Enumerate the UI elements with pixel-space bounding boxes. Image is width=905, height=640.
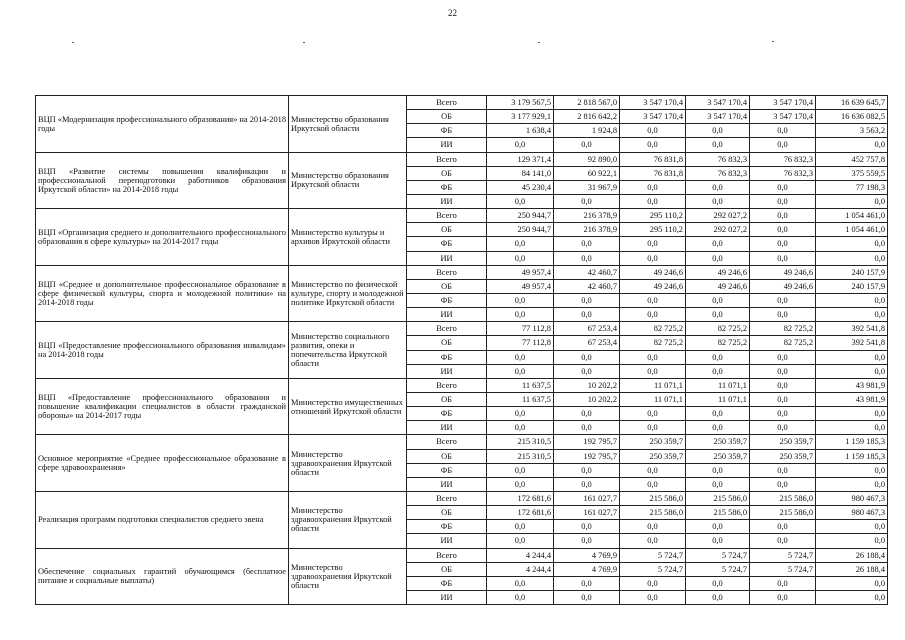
funding-source-label: Всего (407, 435, 487, 449)
year-value: 192 795,7 (554, 449, 620, 463)
year-value: 76 832,3 (750, 166, 816, 180)
year-value: 0,0 (487, 364, 554, 378)
year-value: 172 681,6 (487, 506, 554, 520)
total-value: 1 054 461,0 (816, 209, 888, 223)
total-value: 0,0 (816, 350, 888, 364)
year-value: 216 378,9 (554, 209, 620, 223)
total-value: 0,0 (816, 534, 888, 548)
funding-source-label: ФБ (407, 463, 487, 477)
total-value: 43 981,9 (816, 392, 888, 406)
year-value: 2 818 567,0 (554, 96, 620, 110)
year-value: 295 110,2 (620, 223, 686, 237)
year-value: 0,0 (750, 350, 816, 364)
total-value: 1 159 185,3 (816, 449, 888, 463)
year-value: 76 832,3 (686, 152, 750, 166)
year-value: 0,0 (750, 293, 816, 307)
total-value: 452 757,8 (816, 152, 888, 166)
year-value: 172 681,6 (487, 491, 554, 505)
year-value: 0,0 (750, 180, 816, 194)
total-value: 1 054 461,0 (816, 223, 888, 237)
executor-name: Министерство по физической культуре, спорту и молодежной политике Иркутской области (289, 265, 407, 322)
program-name: ВЦП «Среднее и дополнительное профессиональное образование в сфере физической культуры, спорта и молодежной политики» на 2014-2018 годы (36, 265, 289, 322)
table-row (36, 265, 888, 279)
year-value: 0,0 (750, 138, 816, 152)
year-value: 0,0 (554, 576, 620, 590)
year-value: 250 359,7 (686, 435, 750, 449)
funding-source-label: ОБ (407, 166, 487, 180)
year-value: 0,0 (686, 534, 750, 548)
funding-source-label: ОБ (407, 392, 487, 406)
year-value: 0,0 (487, 477, 554, 491)
program-name: ВЦП «Предоставление профессионального образования и повышение квалификации специалистов в области гражданской обороны» на 2014-2017 годы (36, 378, 289, 435)
year-value: 0,0 (686, 180, 750, 194)
year-value: 0,0 (554, 407, 620, 421)
year-value: 49 246,6 (686, 265, 750, 279)
total-value: 375 559,5 (816, 166, 888, 180)
year-value: 0,0 (620, 251, 686, 265)
year-value: 76 831,8 (620, 166, 686, 180)
year-value: 0,0 (620, 534, 686, 548)
year-value: 215 310,5 (487, 449, 554, 463)
total-value: 0,0 (816, 576, 888, 590)
year-value: 0,0 (686, 590, 750, 604)
year-value: 0,0 (686, 138, 750, 152)
year-value: 0,0 (487, 407, 554, 421)
funding-source-label: Всего (407, 322, 487, 336)
year-value: 0,0 (487, 237, 554, 251)
year-value: 3 177 929,1 (487, 110, 554, 124)
funding-source-label: ФБ (407, 180, 487, 194)
year-value: 0,0 (554, 421, 620, 435)
year-value: 0,0 (750, 520, 816, 534)
year-value: 0,0 (686, 194, 750, 208)
year-value: 67 253,4 (554, 336, 620, 350)
executor-name: Министерство здравоохранения Иркутской области (289, 435, 407, 492)
year-value: 10 202,2 (554, 378, 620, 392)
year-value: 0,0 (487, 350, 554, 364)
year-value: 0,0 (750, 308, 816, 322)
total-value: 0,0 (816, 364, 888, 378)
total-value: 0,0 (816, 194, 888, 208)
year-value: 215 586,0 (620, 491, 686, 505)
year-value: 0,0 (686, 293, 750, 307)
year-value: 11 071,1 (620, 378, 686, 392)
year-value: 31 967,9 (554, 180, 620, 194)
total-value: 0,0 (816, 590, 888, 604)
year-value: 10 202,2 (554, 392, 620, 406)
year-value: 3 547 170,4 (750, 110, 816, 124)
year-value: 82 725,2 (620, 336, 686, 350)
total-value: 0,0 (816, 477, 888, 491)
year-value: 77 112,8 (487, 322, 554, 336)
year-value: 0,0 (620, 407, 686, 421)
executor-name: Министерство здравоохранения Иркутской области (289, 548, 407, 605)
year-value: 295 110,2 (620, 209, 686, 223)
year-value: 0,0 (620, 350, 686, 364)
year-value: 0,0 (686, 124, 750, 138)
year-value: 76 831,8 (620, 152, 686, 166)
funding-source-label: ОБ (407, 223, 487, 237)
total-value: 980 467,3 (816, 491, 888, 505)
total-value: 16 639 645,7 (816, 96, 888, 110)
year-value: 0,0 (750, 392, 816, 406)
year-value: 2 816 642,2 (554, 110, 620, 124)
total-value: 0,0 (816, 308, 888, 322)
year-value: 0,0 (750, 237, 816, 251)
year-value: 0,0 (620, 421, 686, 435)
year-value: 161 027,7 (554, 506, 620, 520)
year-value: 0,0 (554, 520, 620, 534)
year-value: 0,0 (554, 590, 620, 604)
year-value: 250 359,7 (686, 449, 750, 463)
year-value: 5 724,7 (620, 562, 686, 576)
program-name: ВЦП «Предоставление профессионального образования инвалидам» на 2014-2018 годы (36, 322, 289, 379)
program-name: Обеспечение социальных гарантий обучающимся (бесплатное питание и социальные выплаты) (36, 548, 289, 605)
year-value: 82 725,2 (750, 322, 816, 336)
year-value: 215 310,5 (487, 435, 554, 449)
year-value: 0,0 (750, 251, 816, 265)
year-value: 45 230,4 (487, 180, 554, 194)
year-value: 215 586,0 (686, 491, 750, 505)
table-row (36, 322, 888, 336)
year-value: 0,0 (554, 293, 620, 307)
year-value: 77 112,8 (487, 336, 554, 350)
funding-table-body (36, 96, 888, 605)
executor-name: Министерство имущественных отношений Иркутской области (289, 378, 407, 435)
year-value: 0,0 (750, 407, 816, 421)
executor-name: Министерство социального развития, опеки и попечительства Иркутской области (289, 322, 407, 379)
year-value: 5 724,7 (686, 562, 750, 576)
program-name: ВЦП «Развитие системы повышения квалификации и профессиональной переподготовки работников образования Иркутской области» на 2014-2018 годы (36, 152, 289, 209)
year-value: 0,0 (554, 534, 620, 548)
year-value: 0,0 (487, 194, 554, 208)
year-value: 84 141,0 (487, 166, 554, 180)
year-value: 67 253,4 (554, 322, 620, 336)
year-value: 3 179 567,5 (487, 96, 554, 110)
year-value: 0,0 (554, 237, 620, 251)
year-value: 215 586,0 (686, 506, 750, 520)
year-value: 0,0 (554, 350, 620, 364)
year-value: 0,0 (750, 124, 816, 138)
funding-source-label: Всего (407, 265, 487, 279)
funding-source-label: ФБ (407, 350, 487, 364)
year-value: 49 957,4 (487, 265, 554, 279)
year-value: 0,0 (750, 209, 816, 223)
year-value: 5 724,7 (750, 548, 816, 562)
year-value: 49 246,6 (686, 279, 750, 293)
year-value: 215 586,0 (750, 491, 816, 505)
total-value: 0,0 (816, 237, 888, 251)
year-value: 5 724,7 (686, 548, 750, 562)
year-value: 0,0 (620, 364, 686, 378)
year-value: 4 769,9 (554, 548, 620, 562)
year-value: 250 359,7 (750, 435, 816, 449)
year-value: 0,0 (686, 350, 750, 364)
funding-source-label: ФБ (407, 576, 487, 590)
year-value: 42 460,7 (554, 265, 620, 279)
year-value: 4 244,4 (487, 548, 554, 562)
table-row (36, 152, 888, 166)
year-value: 0,0 (487, 308, 554, 322)
table-row (36, 96, 888, 110)
funding-source-label: ОБ (407, 562, 487, 576)
year-value: 0,0 (750, 463, 816, 477)
year-value: 0,0 (686, 463, 750, 477)
year-value: 250 359,7 (620, 449, 686, 463)
year-value: 76 832,3 (686, 166, 750, 180)
year-value: 0,0 (487, 463, 554, 477)
year-value: 0,0 (686, 407, 750, 421)
funding-source-label: Всего (407, 209, 487, 223)
year-value: 1 638,4 (487, 124, 554, 138)
year-value: 0,0 (620, 293, 686, 307)
table-row (36, 491, 888, 505)
year-value: 49 246,6 (620, 279, 686, 293)
year-value: 82 725,2 (620, 322, 686, 336)
year-value: 0,0 (487, 138, 554, 152)
year-value: 0,0 (487, 534, 554, 548)
year-value: 0,0 (487, 590, 554, 604)
table-row (36, 378, 888, 392)
total-value: 240 157,9 (816, 279, 888, 293)
program-name: ВЦП «Модернизация профессионального образования» на 2014-2018 годы (36, 96, 289, 153)
year-value: 0,0 (620, 576, 686, 590)
total-value: 0,0 (816, 421, 888, 435)
year-value: 0,0 (750, 421, 816, 435)
program-name: Реализация программ подготовки специалистов среднего звена (36, 491, 289, 548)
year-value: 0,0 (554, 364, 620, 378)
year-value: 129 371,4 (487, 152, 554, 166)
funding-source-label: ИИ (407, 477, 487, 491)
year-value: 0,0 (686, 421, 750, 435)
year-value: 292 027,2 (686, 223, 750, 237)
year-value: 215 586,0 (620, 506, 686, 520)
year-value: 0,0 (554, 251, 620, 265)
year-value: 0,0 (487, 576, 554, 590)
year-value: 0,0 (554, 308, 620, 322)
funding-source-label: ИИ (407, 138, 487, 152)
year-value: 0,0 (750, 534, 816, 548)
funding-source-label: ОБ (407, 279, 487, 293)
total-value: 77 198,3 (816, 180, 888, 194)
year-value: 49 957,4 (487, 279, 554, 293)
funding-source-label: Всего (407, 378, 487, 392)
funding-source-label: ФБ (407, 237, 487, 251)
total-value: 0,0 (816, 463, 888, 477)
funding-source-label: Всего (407, 152, 487, 166)
year-value: 60 922,1 (554, 166, 620, 180)
table-row (36, 209, 888, 223)
year-value: 0,0 (487, 520, 554, 534)
year-value: 0,0 (686, 308, 750, 322)
year-value: 0,0 (620, 308, 686, 322)
funding-source-label: ИИ (407, 534, 487, 548)
year-value: 192 795,7 (554, 435, 620, 449)
total-value: 0,0 (816, 520, 888, 534)
year-value: 1 924,8 (554, 124, 620, 138)
year-value: 82 725,2 (686, 336, 750, 350)
funding-source-label: ФБ (407, 293, 487, 307)
year-value: 92 890,0 (554, 152, 620, 166)
year-value: 0,0 (620, 590, 686, 604)
year-value: 4 769,9 (554, 562, 620, 576)
funding-source-label: ОБ (407, 336, 487, 350)
year-value: 11 637,5 (487, 392, 554, 406)
year-value: 0,0 (554, 477, 620, 491)
total-value: 0,0 (816, 293, 888, 307)
funding-source-label: ФБ (407, 124, 487, 138)
year-value: 0,0 (750, 590, 816, 604)
year-value: 76 832,3 (750, 152, 816, 166)
year-value: 82 725,2 (750, 336, 816, 350)
funding-source-label: Всего (407, 548, 487, 562)
year-value: 0,0 (620, 180, 686, 194)
year-value: 42 460,7 (554, 279, 620, 293)
year-value: 49 246,6 (620, 265, 686, 279)
year-value: 11 071,1 (686, 378, 750, 392)
year-value: 5 724,7 (620, 548, 686, 562)
table-row (36, 435, 888, 449)
year-value: 0,0 (686, 251, 750, 265)
total-value: 0,0 (816, 407, 888, 421)
year-value: 0,0 (686, 237, 750, 251)
year-value: 0,0 (554, 194, 620, 208)
funding-source-label: ИИ (407, 590, 487, 604)
funding-source-label: ОБ (407, 506, 487, 520)
year-value: 0,0 (750, 477, 816, 491)
year-value: 0,0 (620, 237, 686, 251)
year-value: 250 944,7 (487, 209, 554, 223)
year-value: 3 547 170,4 (686, 110, 750, 124)
year-value: 0,0 (554, 463, 620, 477)
total-value: 392 541,8 (816, 322, 888, 336)
program-name: ВЦП «Организация среднего и дополнительного профессионального образования в сфере культуры» на 2014-2017 годы (36, 209, 289, 266)
funding-source-label: ИИ (407, 194, 487, 208)
executor-name: Министерство здравоохранения Иркутской области (289, 491, 407, 548)
year-value: 49 246,6 (750, 265, 816, 279)
year-value: 161 027,7 (554, 491, 620, 505)
total-value: 16 636 082,5 (816, 110, 888, 124)
year-value: 49 246,6 (750, 279, 816, 293)
page-number: 22 (448, 8, 457, 18)
total-value: 1 159 185,3 (816, 435, 888, 449)
funding-source-label: Всего (407, 491, 487, 505)
funding-source-label: ОБ (407, 449, 487, 463)
total-value: 980 467,3 (816, 506, 888, 520)
year-value: 0,0 (750, 576, 816, 590)
funding-source-label: ИИ (407, 308, 487, 322)
year-value: 11 637,5 (487, 378, 554, 392)
funding-source-label: Всего (407, 96, 487, 110)
year-value: 0,0 (554, 138, 620, 152)
year-value: 250 944,7 (487, 223, 554, 237)
total-value: 0,0 (816, 251, 888, 265)
year-value: 0,0 (620, 477, 686, 491)
year-value: 11 071,1 (620, 392, 686, 406)
scan-speck (72, 42, 74, 43)
executor-name: Министерство образования Иркутской области (289, 96, 407, 153)
year-value: 4 244,4 (487, 562, 554, 576)
year-value: 11 071,1 (686, 392, 750, 406)
scan-speck (772, 41, 774, 42)
year-value: 0,0 (686, 520, 750, 534)
total-value: 392 541,8 (816, 336, 888, 350)
year-value: 0,0 (620, 124, 686, 138)
year-value: 0,0 (620, 194, 686, 208)
funding-table (35, 95, 888, 605)
year-value: 0,0 (686, 477, 750, 491)
year-value: 0,0 (750, 364, 816, 378)
funding-source-label: ИИ (407, 421, 487, 435)
funding-source-label: ФБ (407, 407, 487, 421)
executor-name: Министерство культуры и архивов Иркутской области (289, 209, 407, 266)
year-value: 0,0 (620, 463, 686, 477)
year-value: 3 547 170,4 (750, 96, 816, 110)
year-value: 3 547 170,4 (620, 96, 686, 110)
year-value: 0,0 (750, 194, 816, 208)
total-value: 3 563,2 (816, 124, 888, 138)
year-value: 216 378,9 (554, 223, 620, 237)
funding-source-label: ФБ (407, 520, 487, 534)
year-value: 0,0 (620, 520, 686, 534)
scan-speck (538, 42, 540, 43)
year-value: 215 586,0 (750, 506, 816, 520)
year-value: 0,0 (750, 378, 816, 392)
year-value: 0,0 (686, 576, 750, 590)
year-value: 250 359,7 (620, 435, 686, 449)
total-value: 240 157,9 (816, 265, 888, 279)
year-value: 0,0 (487, 293, 554, 307)
year-value: 0,0 (750, 223, 816, 237)
year-value: 0,0 (620, 138, 686, 152)
scan-speck (303, 42, 305, 43)
funding-source-label: ОБ (407, 110, 487, 124)
program-name: Основное мероприятие «Среднее профессиональное образование в сфере здравоохранения» (36, 435, 289, 492)
year-value: 3 547 170,4 (620, 110, 686, 124)
executor-name: Министерство образования Иркутской области (289, 152, 407, 209)
funding-source-label: ИИ (407, 364, 487, 378)
year-value: 0,0 (487, 251, 554, 265)
total-value: 0,0 (816, 138, 888, 152)
year-value: 3 547 170,4 (686, 96, 750, 110)
year-value: 82 725,2 (686, 322, 750, 336)
year-value: 292 027,2 (686, 209, 750, 223)
year-value: 0,0 (686, 364, 750, 378)
year-value: 250 359,7 (750, 449, 816, 463)
total-value: 26 188,4 (816, 548, 888, 562)
total-value: 26 188,4 (816, 562, 888, 576)
total-value: 43 981,9 (816, 378, 888, 392)
year-value: 0,0 (487, 421, 554, 435)
year-value: 5 724,7 (750, 562, 816, 576)
funding-source-label: ИИ (407, 251, 487, 265)
table-row (36, 548, 888, 562)
